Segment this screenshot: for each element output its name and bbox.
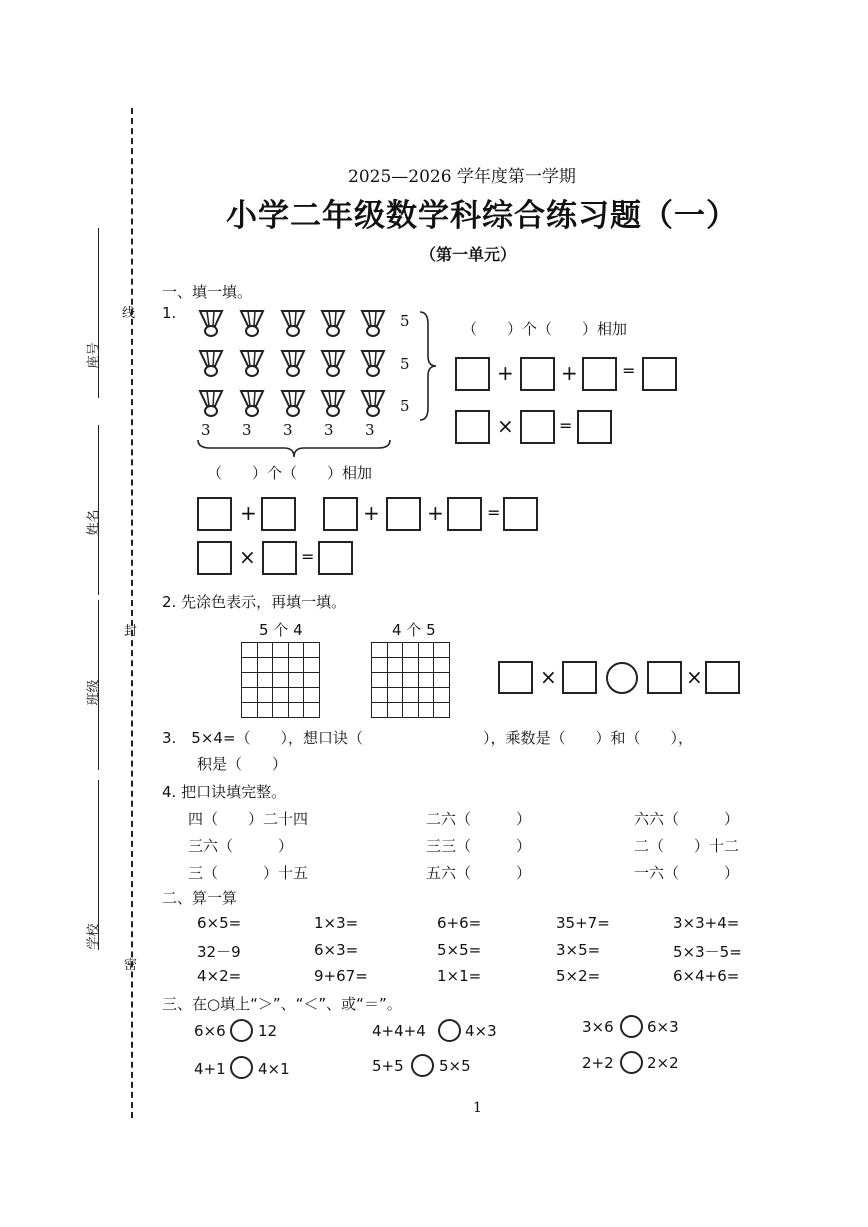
rhyme-item: 三六（ ） xyxy=(188,837,294,855)
seat-label: 座号 xyxy=(86,342,102,369)
page-title: 小学二年级数学科综合练习题（一） xyxy=(226,198,738,234)
right-brace xyxy=(416,310,440,422)
shuttlecock-icon xyxy=(360,388,386,422)
answer-box[interactable] xyxy=(503,497,538,531)
shuttlecock-icon xyxy=(360,308,386,342)
times-sign: × xyxy=(540,665,557,689)
calc-item: 3×3+4= xyxy=(673,914,740,932)
shuttlecock-icon xyxy=(198,308,224,342)
compare-circle[interactable] xyxy=(438,1019,461,1042)
rhyme-item: 六六（ ） xyxy=(634,810,740,828)
shuttlecock-icon xyxy=(280,308,306,342)
seat-fill-line[interactable] xyxy=(98,228,99,398)
plus-sign: + xyxy=(240,501,257,525)
answer-box[interactable] xyxy=(577,410,612,444)
shuttlecock-icon xyxy=(360,348,386,382)
school-label: 学校 xyxy=(86,923,102,950)
row-count-1: 5 xyxy=(400,312,410,330)
binding-mi-label: 密 xyxy=(124,958,138,973)
compare-left: 5+5 xyxy=(372,1057,404,1075)
shuttlecock-icon xyxy=(320,308,346,342)
grid2-label: 4 个 5 xyxy=(392,621,436,639)
compare-circle[interactable] xyxy=(230,1056,253,1079)
rhyme-item: 四（ ）二十四 xyxy=(188,810,309,828)
calc-item: 6×4+6= xyxy=(673,967,740,985)
shuttlecock-icon xyxy=(239,388,265,422)
answer-box[interactable] xyxy=(386,497,421,531)
answer-box[interactable] xyxy=(455,357,490,391)
q4-text: 4. 把口诀填完整。 xyxy=(162,783,287,801)
col-count-3: 3 xyxy=(283,421,293,439)
section2-title: 二、算一算 xyxy=(162,889,238,907)
compare-left: 6×6 xyxy=(194,1022,226,1040)
equals-sign: = xyxy=(559,416,573,435)
compare-left: 4+1 xyxy=(194,1060,226,1078)
rhyme-item: 三三（ ） xyxy=(426,837,532,855)
compare-right: 4×1 xyxy=(258,1060,290,1078)
rhyme-item: 二（ ）十二 xyxy=(634,837,740,855)
q2-text: 2. 先涂色表示，再填一填。 xyxy=(162,593,347,611)
equals-sign: = xyxy=(487,503,501,522)
unit-subtitle: （第一单元） xyxy=(420,245,517,264)
calc-item: 5×5= xyxy=(437,941,482,959)
answer-box[interactable] xyxy=(323,497,358,531)
plus-sign: + xyxy=(497,361,514,385)
calc-item: 3×5= xyxy=(556,941,601,959)
plus-sign: + xyxy=(363,501,380,525)
equals-sign: = xyxy=(622,361,636,380)
calc-item: 5×3－5= xyxy=(673,943,742,961)
year-line: 2025—2026 学年度第一学期 xyxy=(348,167,576,187)
page-number: 1 xyxy=(473,1100,482,1116)
col-count-2: 3 xyxy=(242,421,252,439)
q1-number: 1. xyxy=(162,304,177,322)
calc-item: 32－9 xyxy=(197,943,241,961)
shuttlecock-icon xyxy=(280,348,306,382)
compare-left: 2+2 xyxy=(582,1054,614,1072)
times-sign: × xyxy=(239,545,256,569)
q3-line2: 积是（ ） xyxy=(197,755,288,773)
calc-item: 5×2= xyxy=(556,967,601,985)
answer-box[interactable] xyxy=(642,357,677,391)
section1-title: 一、填一填。 xyxy=(162,283,253,301)
binding-feng-label: 封 xyxy=(124,624,138,639)
shuttlecock-icon xyxy=(320,348,346,382)
compare-circle[interactable] xyxy=(620,1015,643,1038)
q3-line1: 3. 5×4=（ ），想口诀（ ），乘数是（ ）和（ ）， xyxy=(162,729,694,747)
name-label: 姓名 xyxy=(86,509,102,536)
answer-box[interactable] xyxy=(262,541,297,575)
compare-circle[interactable] xyxy=(606,662,638,694)
shuttlecock-icon xyxy=(320,388,346,422)
calc-item: 1×3= xyxy=(314,914,359,932)
answer-box[interactable] xyxy=(705,661,740,694)
plus-sign: + xyxy=(427,501,444,525)
times-sign: × xyxy=(497,414,514,438)
row-count-3: 5 xyxy=(400,397,410,415)
compare-right: 5×5 xyxy=(439,1057,471,1075)
col-count-5: 3 xyxy=(365,421,375,439)
calc-item: 1×1= xyxy=(437,967,482,985)
calc-item: 9+67= xyxy=(314,967,368,985)
col-count-4: 3 xyxy=(324,421,334,439)
right-add-prompt: （ ）个（ ）相加 xyxy=(462,320,628,338)
calc-item: 6×3= xyxy=(314,941,359,959)
shuttlecock-icon xyxy=(239,348,265,382)
coloring-grid-2[interactable] xyxy=(371,642,450,718)
answer-box[interactable] xyxy=(562,661,597,694)
compare-right: 6×3 xyxy=(647,1018,679,1036)
class-label: 班级 xyxy=(86,679,102,706)
shuttlecock-icon xyxy=(280,388,306,422)
answer-box[interactable] xyxy=(197,497,232,531)
compare-left: 3×6 xyxy=(582,1018,614,1036)
bottom-add-prompt: （ ）个（ ）相加 xyxy=(207,464,373,482)
rhyme-item: 二六（ ） xyxy=(426,810,532,828)
times-sign: × xyxy=(686,665,703,689)
section3-title: 三、在○填上“＞”、“＜”、或“＝”。 xyxy=(162,995,402,1013)
rhyme-item: 五六（ ） xyxy=(426,864,532,882)
calc-item: 6×5= xyxy=(197,914,242,932)
answer-box[interactable] xyxy=(647,661,682,694)
compare-circle[interactable] xyxy=(411,1054,434,1077)
shuttlecock-icon xyxy=(198,348,224,382)
bottom-brace xyxy=(196,438,392,460)
compare-circle[interactable] xyxy=(230,1019,253,1042)
grid1-label: 5 个 4 xyxy=(259,621,303,639)
answer-box[interactable] xyxy=(318,541,353,575)
compare-circle[interactable] xyxy=(620,1051,643,1074)
row-count-2: 5 xyxy=(400,355,410,373)
compare-right: 2×2 xyxy=(647,1054,679,1072)
compare-right: 4×3 xyxy=(465,1022,497,1040)
answer-box[interactable] xyxy=(520,357,555,391)
answer-box[interactable] xyxy=(261,497,296,531)
equals-sign: = xyxy=(301,547,315,566)
answer-box[interactable] xyxy=(447,497,482,531)
shuttlecock-icon xyxy=(198,388,224,422)
coloring-grid-1[interactable] xyxy=(241,642,320,718)
answer-box[interactable] xyxy=(582,357,617,391)
answer-box[interactable] xyxy=(197,541,232,575)
answer-box[interactable] xyxy=(455,410,490,444)
calc-item: 6+6= xyxy=(437,914,482,932)
binding-xian-label: 线 xyxy=(122,306,136,321)
rhyme-item: 一六（ ） xyxy=(634,864,740,882)
compare-left: 4+4+4 xyxy=(372,1022,426,1040)
answer-box[interactable] xyxy=(520,410,555,444)
rhyme-item: 三（ ）十五 xyxy=(188,864,309,882)
answer-box[interactable] xyxy=(498,661,533,694)
col-count-1: 3 xyxy=(201,421,211,439)
calc-item: 4×2= xyxy=(197,967,242,985)
calc-item: 35+7= xyxy=(556,914,610,932)
compare-right: 12 xyxy=(258,1022,278,1040)
shuttlecock-icon xyxy=(239,308,265,342)
plus-sign: + xyxy=(561,361,578,385)
